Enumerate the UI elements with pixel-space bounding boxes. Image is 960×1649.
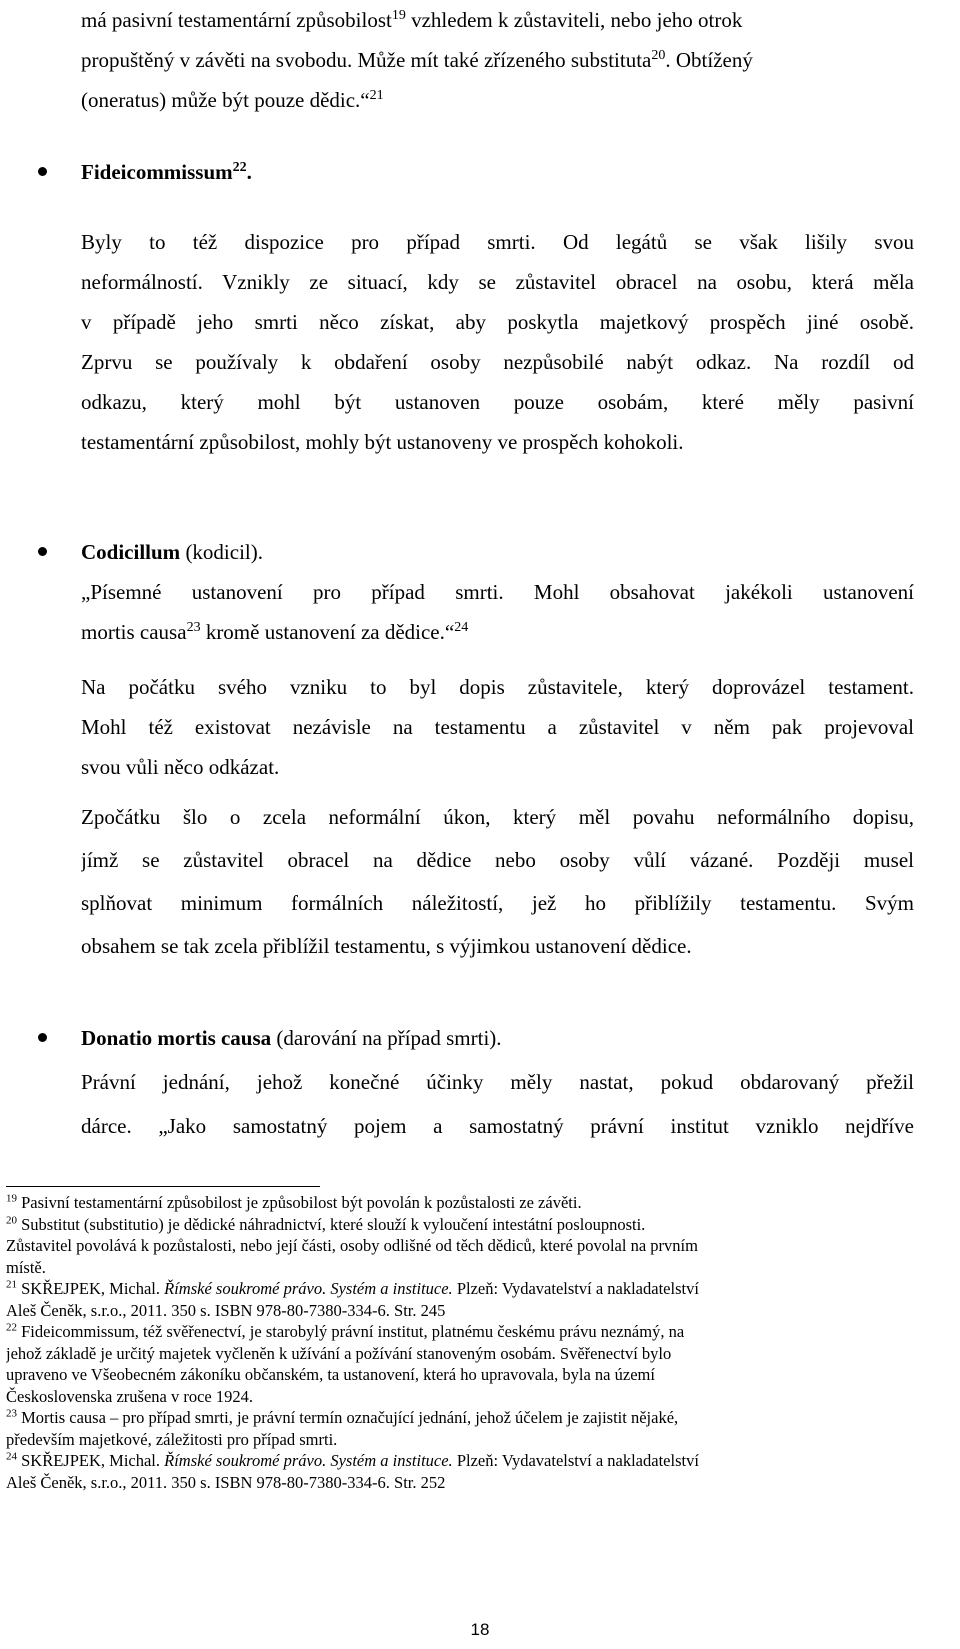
bullet-item-fideicommissum <box>81 152 914 192</box>
text-line: v případě jeho smrti něco získat, aby poskytla majetkový prospěch jiné osobě. <box>81 310 914 334</box>
text-span: (kodicil). <box>180 540 263 564</box>
bullet-icon <box>38 167 47 176</box>
bullet-item-donatio <box>81 1018 914 1058</box>
text-line: obsahem se tak zcela přiblížil testamentu, s výjimkou ustanovení dědice. <box>81 934 692 958</box>
footnote-21 <box>6 1278 914 1300</box>
bullet-icon <box>38 1033 47 1042</box>
footnote-19 <box>6 1192 914 1214</box>
bullet-icon <box>38 547 47 556</box>
footnote-ref[interactable]: 24 <box>454 620 469 635</box>
text-line: Zpočátku šlo o zcela neformální úkon, který měl povahu neformálního dopisu, <box>81 805 914 829</box>
page-number: 18 <box>470 1620 490 1639</box>
footnote-text: SKŘEJPEK, Michal. <box>17 1279 165 1298</box>
text-span: vzhledem k zůstaviteli, nebo jeho otrok <box>405 8 743 32</box>
footnote-22 <box>6 1321 914 1343</box>
bullet-title: Fideicommissum <box>81 160 233 184</box>
footnote-text: jehož základě je určitý majetek vyčleněn k užívání a požívání stanoveným osobám. Svěřenectví bylo <box>6 1343 672 1363</box>
text-line: neformálností. Vznikly ze situací, kdy se zůstavitel obracel na osobu, která měla <box>81 270 914 294</box>
text-line: Na počátku svého vzniku to byl dopis zůstavitele, který doprovázel testament. <box>81 675 914 699</box>
bullet-title: Donatio mortis causa <box>81 1026 272 1050</box>
footnote-text: upraveno ve Všeobecném zákoníku občanském, ta ustanovení, která ho upravovala, byla na území <box>6 1365 655 1384</box>
text-line: Byly to též dispozice pro případ smrti. Od legátů se však lišily svou <box>81 230 914 254</box>
text-line: Mohl též existovat nezávisle na testamentu a zůstavitel v něm pak projevoval <box>81 715 914 739</box>
text-span: propuštěný v závěti na svobodu. Může mít také zřízeného substituta <box>81 48 652 72</box>
footnote-number: 19 <box>6 1192 17 1205</box>
footnote-text: Zůstavitel povolává k pozůstalosti, nebo její části, osoby odlišné od těch dědiců, které povolal na prvním <box>6 1236 698 1255</box>
footnote-text: Aleš Čeněk, s.r.o., 2011. 350 s. ISBN 978-80-7380-334-6. Str. 245 <box>6 1300 446 1320</box>
citation-title: Římské soukromé právo. Systém a instituce. <box>164 1451 453 1470</box>
footnote-text: SKŘEJPEK, Michal. <box>17 1451 165 1470</box>
text-line: odkazu, který mohl být ustanoven pouze osobám, které měly pasivní <box>81 390 914 414</box>
footnote-text: Československa zrušena v roce 1924. <box>6 1386 253 1406</box>
footnote-23 <box>6 1407 914 1429</box>
text-line: Právní jednání, jehož konečné účinky měly nastat, pokud obdarovaný přežil <box>81 1070 914 1094</box>
footnote-ref[interactable]: 19 <box>391 8 406 23</box>
footnote-text: Aleš Čeněk, s.r.o., 2011. 350 s. ISBN 978-80-7380-334-6. Str. 252 <box>6 1472 446 1492</box>
footnote-text: Plzeň: Vydavatelství a nakladatelství <box>452 1451 699 1470</box>
footnote-ref[interactable]: 23 <box>186 620 201 635</box>
footnote-number: 22 <box>6 1321 17 1334</box>
footnote-separator <box>6 1186 320 1187</box>
text-line: dárce. „Jako samostatný pojem a samostatný právní institut vzniklo nejdříve <box>81 1114 914 1138</box>
text-line: splňovat minimum formálních náležitostí, jež ho přiblížily testamentu. Svým <box>81 891 914 915</box>
text-line <box>81 40 914 80</box>
footnote-text: Mortis causa – pro případ smrti, je právní termín označující jednání, jehož účelem je zajistit nějaké, <box>17 1408 679 1427</box>
text-span: . Obtížený <box>665 48 753 72</box>
footnote-text: Pasivní testamentární způsobilost je způsobilost být povolán k pozůstalosti ze závěti. <box>17 1193 582 1212</box>
text-line: svou vůli něco odkázat. <box>81 755 280 779</box>
text-span: má pasivní testamentární způsobilost <box>81 8 392 32</box>
footnote-ref[interactable]: 22 <box>232 160 247 175</box>
footnote-text: především majetkové, záležitosti pro případ smrti. <box>6 1429 338 1449</box>
footnote-number: 24 <box>6 1450 17 1463</box>
footnote-ref[interactable]: 20 <box>651 48 666 63</box>
text-line: jímž se zůstavitel obracel na dědice nebo osoby vůlí vázané. Později musel <box>81 848 914 872</box>
footnote-number: 23 <box>6 1407 17 1420</box>
footnote-number: 21 <box>6 1278 17 1291</box>
footnote-ref[interactable]: 21 <box>369 88 384 103</box>
text-line <box>81 80 914 120</box>
text-span: . <box>246 160 252 184</box>
footnote-text: Plzeň: Vydavatelství a nakladatelství <box>452 1279 699 1298</box>
footnote-text: místě. <box>6 1257 46 1277</box>
text-line: „Písemné ustanovení pro případ smrti. Mohl obsahovat jakékoli ustanovení <box>81 580 914 604</box>
bullet-title: Codicillum <box>81 540 181 564</box>
bullet-item-codicillum <box>81 532 914 572</box>
text-span: (darování na případ smrti). <box>271 1026 502 1050</box>
text-span: (oneratus) může být pouze dědic.“ <box>81 88 370 112</box>
text-span: mortis causa <box>81 620 187 644</box>
footnote-text: Fideicommissum, též svěřenectví, je starobylý právní institut, platnému českému právu neznámý, na <box>17 1322 685 1341</box>
footnotes <box>6 1192 914 1493</box>
footnote-20 <box>6 1214 914 1236</box>
text-line: Zprvu se používaly k obdaření osoby nezpůsobilé nabýt odkaz. Na rozdíl od <box>81 350 914 374</box>
footnote-number: 20 <box>6 1214 17 1226</box>
citation-title: Římské soukromé právo. Systém a instituce. <box>164 1279 453 1298</box>
text-span: kromě ustanovení za dědice.“ <box>200 620 455 644</box>
footnote-text: Substitut (substitutio) je dědické náhradnictví, které slouží k vyloučení intestátní posloupnosti. <box>17 1214 646 1234</box>
text-line <box>81 0 914 40</box>
footnote-24 <box>6 1450 914 1472</box>
text-line: testamentární způsobilost, mohly být ustanoveny ve prospěch kohokoli. <box>81 430 684 454</box>
text-line <box>81 612 914 652</box>
